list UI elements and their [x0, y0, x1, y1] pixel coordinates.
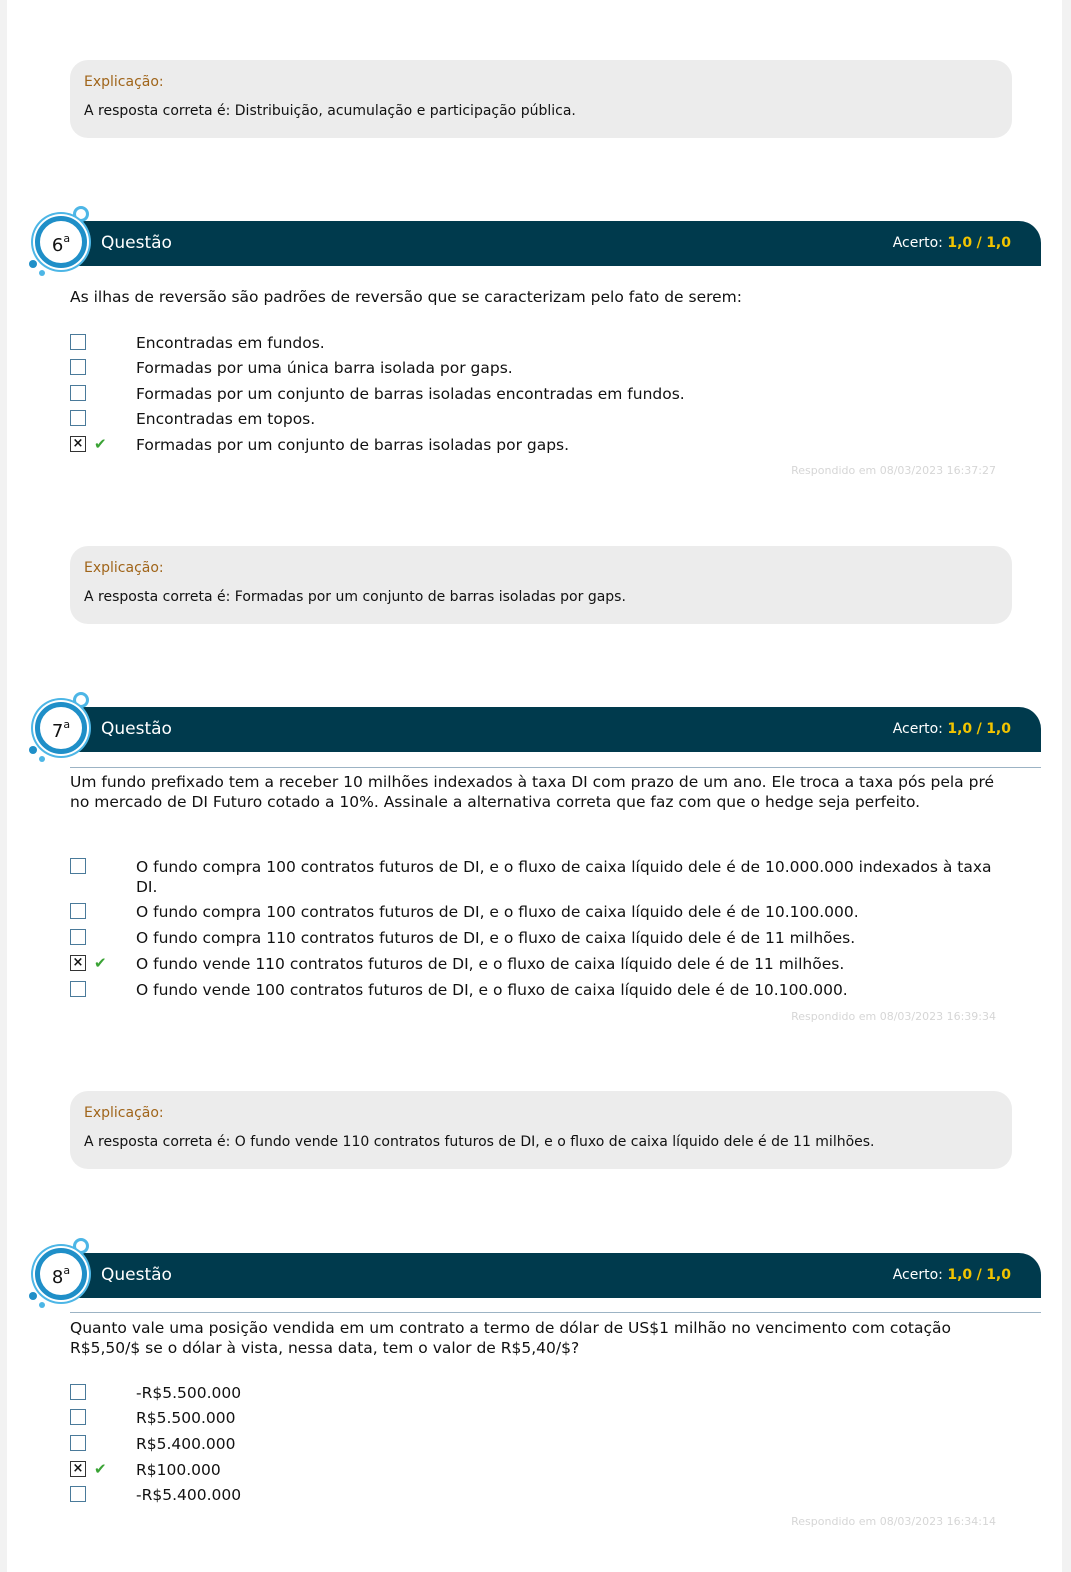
option-6-4[interactable]: Encontradas em topos. [70, 409, 1010, 433]
explanation-text: A resposta correta é: Distribuição, acumulação e participação pública. [84, 103, 576, 119]
option-6-2[interactable]: Formadas por uma única barra isolada por gaps. [70, 358, 1010, 382]
option-7-2[interactable]: O fundo compra 100 contratos futuros de DI, e o fluxo de caixa líquido dele é de 10.100.000. [70, 902, 1010, 926]
correct-check-icon: ✔ [94, 435, 107, 453]
checkbox[interactable] [70, 334, 86, 350]
checkbox[interactable] [70, 929, 86, 945]
question-title: Questão [101, 233, 172, 253]
option-8-5[interactable]: -R$5.400.000 [70, 1485, 1010, 1509]
page [7, 0, 1062, 1572]
answered-timestamp-8: Respondido em 08/03/2023 16:34:14 [791, 1515, 996, 1528]
option-6-3[interactable]: Formadas por um conjunto de barras isoladas encontradas em fundos. [70, 384, 1010, 408]
question-title: Questão [101, 719, 172, 739]
explanation-title: Explicação: [84, 1105, 164, 1121]
divider [70, 767, 1041, 768]
correct-check-icon: ✔ [94, 954, 107, 972]
checkbox[interactable] [70, 1409, 86, 1425]
question-header-8 [65, 1253, 1041, 1298]
score-label: Acerto: 1,0 / 1,0 [892, 1267, 1011, 1283]
explanation-text: A resposta correta é: Formadas por um conjunto de barras isoladas por gaps. [84, 589, 626, 605]
option-8-2[interactable]: R$5.500.000 [70, 1408, 1010, 1432]
question-number-badge-7: 7$^a$ [29, 692, 101, 764]
explanation-title: Explicação: [84, 74, 164, 90]
answered-timestamp-6: Respondido em 08/03/2023 16:37:27 [791, 464, 996, 477]
explanation-box-7 [70, 1091, 1012, 1169]
checkbox[interactable] [70, 1435, 86, 1451]
option-7-1[interactable]: O fundo compra 100 contratos futuros de DI, e o fluxo de caixa líquido dele é de 10.000.000 indexados à taxa DI. [70, 857, 1010, 901]
checkbox-checked[interactable]: × [70, 1461, 86, 1477]
explanation-box-6 [70, 546, 1012, 624]
divider [70, 1312, 1041, 1313]
checkbox[interactable] [70, 981, 86, 997]
checkbox-checked[interactable]: × [70, 955, 86, 971]
checkbox[interactable] [70, 359, 86, 375]
explanation-text: A resposta correta é: O fundo vende 110 contratos futuros de DI, e o fluxo de caixa líquido dele é de 11 milhões. [84, 1134, 875, 1150]
question-header-6 [65, 221, 1041, 266]
checkbox[interactable] [70, 410, 86, 426]
question-text-6: As ilhas de reversão são padrões de reversão que se caracterizam pelo fato de serem: [70, 288, 742, 306]
option-7-5[interactable]: O fundo vende 100 contratos futuros de DI, e o fluxo de caixa líquido dele é de 10.100.000. [70, 980, 1010, 1004]
question-text-8: Quanto vale uma posição vendida em um contrato a termo de dólar de US$1 milhão no vencimento com cotação R$5,50/$ se o dólar à vista, nessa data, tem o valor de R$5,40/$? [70, 1319, 951, 1357]
option-6-5[interactable]: × ✔ Formadas por um conjunto de barras isoladas por gaps. [70, 435, 1010, 459]
option-8-3[interactable]: R$5.400.000 [70, 1434, 1010, 1458]
checkbox[interactable] [70, 385, 86, 401]
explanation-title: Explicação: [84, 560, 164, 576]
checkbox-checked[interactable]: × [70, 436, 86, 452]
option-8-1[interactable]: -R$5.500.000 [70, 1383, 1010, 1407]
checkbox[interactable] [70, 858, 86, 874]
question-number-badge-8: 8$^a$ [29, 1238, 101, 1310]
explanation-box-prev [70, 60, 1012, 138]
question-title: Questão [101, 1265, 172, 1285]
option-6-1[interactable]: Encontradas em fundos. [70, 333, 1010, 357]
checkbox[interactable] [70, 903, 86, 919]
option-7-4[interactable]: × ✔ O fundo vende 110 contratos futuros de DI, e o fluxo de caixa líquido dele é de 11 milhões. [70, 954, 1010, 978]
checkbox[interactable] [70, 1384, 86, 1400]
correct-check-icon: ✔ [94, 1460, 107, 1478]
option-7-3[interactable]: O fundo compra 110 contratos futuros de DI, e o fluxo de caixa líquido dele é de 11 milhões. [70, 928, 1010, 952]
question-header-7 [65, 707, 1041, 752]
option-8-4[interactable]: × ✔ R$100.000 [70, 1460, 1010, 1484]
score-label: Acerto: 1,0 / 1,0 [892, 235, 1011, 251]
answered-timestamp-7: Respondido em 08/03/2023 16:39:34 [791, 1010, 996, 1023]
question-text-7: Um fundo prefixado tem a receber 10 milhões indexados à taxa DI com prazo de um ano. Ele troca a taxa pós pela pré no mercado de DI Futuro cotado a 10%. Assinale a alternativa correta que faz com que o hedge seja perfeito. [70, 773, 995, 811]
question-number-badge-6: 6$^a$ [29, 206, 101, 278]
checkbox[interactable] [70, 1486, 86, 1502]
score-label: Acerto: 1,0 / 1,0 [892, 721, 1011, 737]
